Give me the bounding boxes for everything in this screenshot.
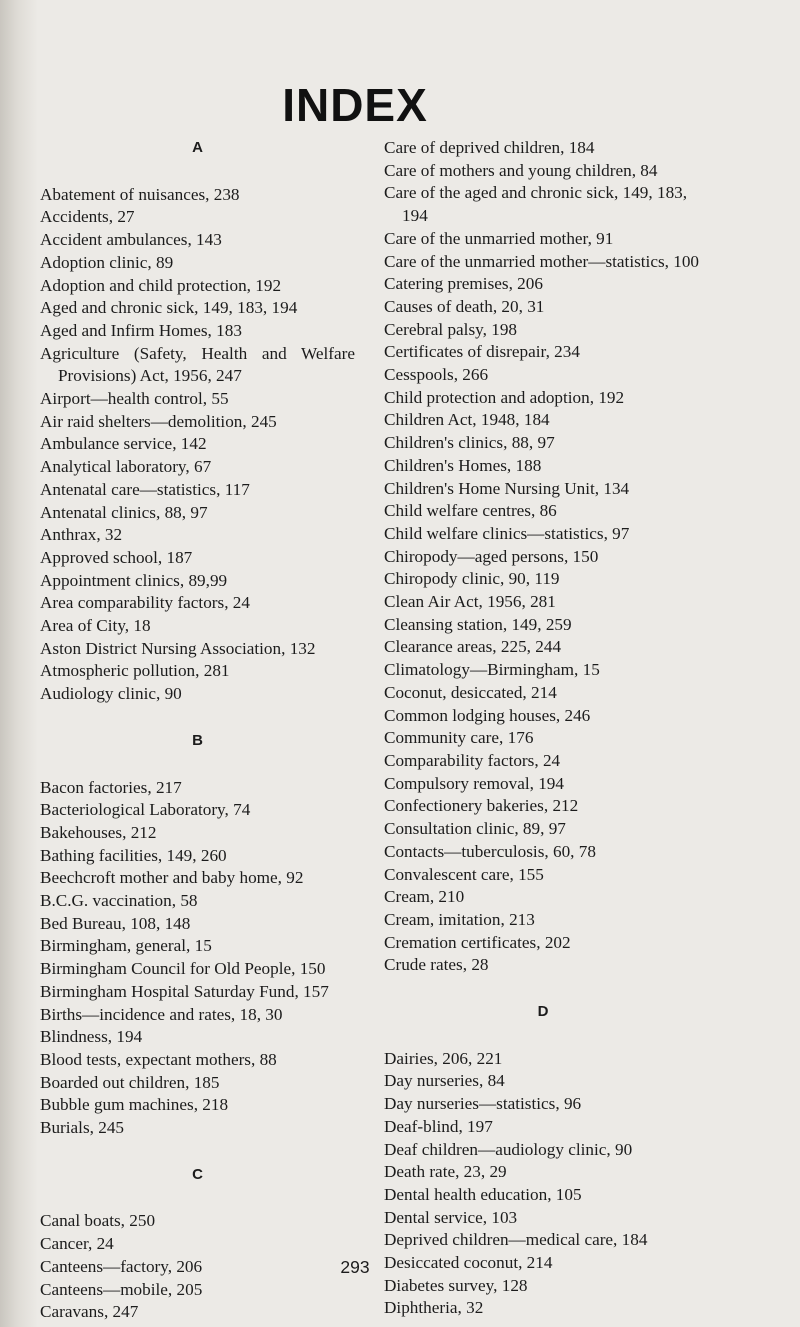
index-entry: Aged and Infirm Homes, 183 xyxy=(40,320,242,340)
index-entry: Children's Homes, 188 xyxy=(384,455,542,475)
index-entry: Deaf-blind, 197 xyxy=(384,1116,493,1136)
index-entry: Aston District Nursing Association, 132 xyxy=(40,638,316,658)
index-entry: Certificates of disrepair, 234 xyxy=(384,342,580,362)
index-entry: Burials, 245 xyxy=(40,1118,125,1138)
index-entry: Births—incidence and rates, 18, 30 xyxy=(40,1004,283,1024)
index-entry: Crude rates, 28 xyxy=(384,955,489,975)
index-entry: Dental service, 103 xyxy=(384,1207,518,1227)
index-entry: Adoption clinic, 89 xyxy=(40,252,174,272)
index-entry: Cerebral palsy, 198 xyxy=(384,319,518,339)
index-entry: Contacts—tuberculosis, 60, 78 xyxy=(384,841,596,861)
index-entry: Canteens—factory, 206 xyxy=(40,1256,203,1276)
index-entry: Cream, imitation, 213 xyxy=(384,909,535,929)
index-entry: Bacteriological Laboratory, 74 xyxy=(40,800,251,820)
index-entry: Adoption and child protection, 192 xyxy=(40,275,282,295)
page-number: 293 xyxy=(340,1257,370,1277)
index-entry: Community care, 176 xyxy=(384,728,534,748)
index-entry: Dairies, 206, 221 xyxy=(384,1048,503,1068)
section-letter-d: D xyxy=(537,1003,549,1021)
index-entry: Antenatal clinics, 88, 97 xyxy=(40,502,208,522)
index-entry: Desiccated coconut, 214 xyxy=(384,1253,553,1273)
index-entry: Child welfare clinics—statistics, 97 xyxy=(384,523,630,543)
index-entry: Bed Bureau, 108, 148 xyxy=(40,913,191,933)
index-entry: Accidents, 27 xyxy=(40,207,135,227)
index-entry: Canteens—mobile, 205 xyxy=(40,1279,203,1299)
index-entry: Chiropody—aged persons, 150 xyxy=(384,546,599,566)
section-letter-b: B xyxy=(192,731,203,749)
index-entry: Area comparability factors, 24 xyxy=(40,593,250,613)
index-entry: Antenatal care—statistics, 117 xyxy=(40,479,250,499)
index-entry: Analytical laboratory, 67 xyxy=(40,457,212,477)
index-entry: Care of deprived children, 184 xyxy=(384,138,595,157)
index-entry: Approved school, 187 xyxy=(40,547,193,567)
index-entry: Death rate, 23, 29 xyxy=(384,1162,507,1182)
index-entry: Comparability factors, 24 xyxy=(384,750,561,770)
page-binding-shadow xyxy=(0,0,38,1327)
index-entry: Caravans, 247 xyxy=(40,1302,139,1322)
index-entry: Aged and chronic sick, 149, 183, 194 xyxy=(40,298,298,318)
index-entry: Cremation certificates, 202 xyxy=(384,932,571,952)
section-letter-a: A xyxy=(192,139,203,156)
index-entry: Abatement of nuisances, 238 xyxy=(40,184,240,204)
index-entry: Clearance areas, 225, 244 xyxy=(384,637,562,657)
index-entry: Confectionery bakeries, 212 xyxy=(384,796,579,816)
index-entry: Consultation clinic, 89, 97 xyxy=(384,819,566,839)
index-entry: Diabetes survey, 128 xyxy=(384,1275,528,1295)
index-entry: Cleansing station, 149, 259 xyxy=(384,614,572,634)
index-entry: Compulsory removal, 194 xyxy=(384,773,564,793)
index-entry: Deprived children—medical care, 184 xyxy=(384,1230,648,1250)
index-entry: Bacon factories, 217 xyxy=(40,777,182,797)
index-entry: Area of City, 18 xyxy=(40,616,151,636)
index-entry: Canal boats, 250 xyxy=(40,1211,156,1231)
index-entry: Care of the unmarried mother—statistics, 100 xyxy=(384,251,700,271)
index-entry: Air raid shelters—demolition, 245 xyxy=(40,411,277,431)
index-entry: Catering premises, 206 xyxy=(384,274,543,294)
index-entry: Children's Home Nursing Unit, 134 xyxy=(384,478,630,498)
index-entry: Child protection and adoption, 192 xyxy=(384,387,625,407)
left-column xyxy=(40,137,355,1324)
index-entry: Child welfare centres, 86 xyxy=(384,501,557,521)
index-entry: Cream, 210 xyxy=(384,887,465,907)
index-entry: Cancer, 24 xyxy=(40,1234,114,1254)
index-entry: Beechcroft mother and baby home, 92 xyxy=(40,868,304,888)
index-entry: Day nurseries—statistics, 96 xyxy=(384,1094,582,1114)
index-entry: Clean Air Act, 1956, 281 xyxy=(384,592,556,612)
index-entry: Atmospheric pollution, 281 xyxy=(40,661,230,681)
index-entry: Birmingham Council for Old People, 150 xyxy=(40,959,326,979)
index-entry: Diphtheria, 32 xyxy=(384,1298,484,1318)
index-entry: Blindness, 194 xyxy=(40,1027,143,1047)
right-column xyxy=(384,137,702,1320)
index-entry: Birmingham Hospital Saturday Fund, 157 xyxy=(40,981,329,1001)
index-entry: Dental health education, 105 xyxy=(384,1184,582,1204)
index-entry: Convalescent care, 155 xyxy=(384,864,544,884)
index-entry: Deaf children—audiology clinic, 90 xyxy=(384,1139,633,1159)
index-entry: Bubble gum machines, 218 xyxy=(40,1095,229,1115)
index-entry: Care of the unmarried mother, 91 xyxy=(384,228,614,248)
index-entry: B.C.G. vaccination, 58 xyxy=(40,891,198,911)
page-title: INDEX xyxy=(282,79,428,131)
index-entry: Blood tests, expectant mothers, 88 xyxy=(40,1049,277,1069)
section-letter-c: C xyxy=(192,1165,203,1183)
index-entry: Appointment clinics, 89,99 xyxy=(40,570,228,590)
index-entry: Children Act, 1948, 184 xyxy=(384,410,550,430)
index-entry: Causes of death, 20, 31 xyxy=(384,296,545,316)
index-entry: Day nurseries, 84 xyxy=(384,1071,505,1091)
index-entry: Coconut, desiccated, 214 xyxy=(384,682,557,702)
index-entry: Care of mothers and young children, 84 xyxy=(384,160,658,180)
index-entry: Accident ambulances, 143 xyxy=(40,230,222,250)
index-entry: Ambulance service, 142 xyxy=(40,434,207,454)
index-entry: Boarded out children, 185 xyxy=(40,1072,220,1092)
section-d-entries xyxy=(384,1048,702,1320)
index-entry: Agriculture (Safety, Health and Welfare Provisions) Act, 1956, 247 xyxy=(40,343,355,386)
index-entry: Chiropody clinic, 90, 119 xyxy=(384,569,560,589)
index-entry: Airport—health control, 55 xyxy=(40,389,229,409)
section-c-continued-entries xyxy=(384,137,702,977)
index-entry: Common lodging houses, 246 xyxy=(384,705,591,725)
index-entry: Cesspools, 266 xyxy=(384,365,489,385)
index-entry: Care of the aged and chronic sick, 149, 183, 194 xyxy=(384,183,688,226)
index-entry: Bakehouses, 212 xyxy=(40,822,157,842)
index-entry: Audiology clinic, 90 xyxy=(40,684,182,704)
index-entry: Children's clinics, 88, 97 xyxy=(384,433,555,453)
index-entry: Birmingham, general, 15 xyxy=(40,936,212,956)
section-b-entries xyxy=(40,777,355,1140)
index-entry: Climatology—Birmingham, 15 xyxy=(384,660,600,680)
section-a-entries xyxy=(40,184,355,706)
index-entry: Bathing facilities, 149, 260 xyxy=(40,845,227,865)
index-entry: Anthrax, 32 xyxy=(40,525,123,545)
